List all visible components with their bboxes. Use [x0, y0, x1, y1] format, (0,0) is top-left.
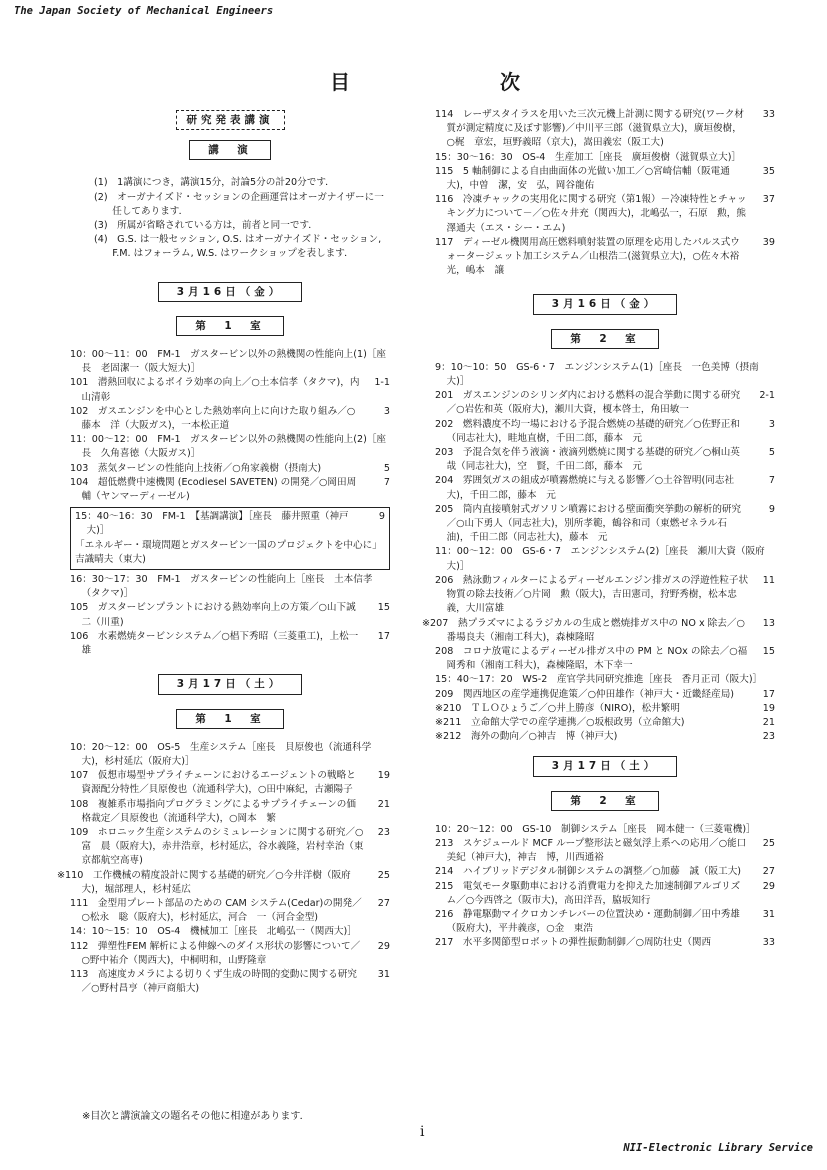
- toc-entry[interactable]: ※212 海外の動向／○神吉 博（神戸大) 23: [435, 731, 775, 743]
- toc-entry[interactable]: 215 電気モータ駆動車における消費電力を抑えた加速制御アルゴリズム／○今西啓之（阪市大)，高田洋吾，脇坂知行 29: [435, 880, 775, 906]
- library-footer: NII-Electronic Library Service: [623, 1142, 813, 1154]
- session-heading: 11：00～12：00 GS-6・7 エンジンシステム(2)［座長 瀬川大資（阪府大)］: [435, 546, 765, 572]
- note-4: (4) G.S. は一般セッション, O.S. はオーガナイズド・セッション, F.M. はフォーラム, W.S. はワークショップを表します．: [94, 234, 382, 260]
- session-heading: 14：10～15：10 OS-4 機械加工［座長 北嶋弘一（関西大)］: [70, 926, 357, 938]
- journal-header: The Japan Society of Mechanical Engineers: [14, 5, 274, 17]
- room-box: 第 2 室: [551, 791, 658, 811]
- session-heading: 10：00～11：00 FM-1 ガスタービン以外の熱機関の性能向上(1)［座長 老固潔一（阪大短大)］: [70, 349, 387, 375]
- toc-entry[interactable]: 201 ガスエンジンのシリンダ内における燃料の混合挙動に関する研究／○岩佐和英（阪府大)，瀬川大資，榎本啓士，角田敏一 2-1: [435, 390, 775, 416]
- toc-entry[interactable]: 216 静電駆動マイクロカンチレバーの位置決め・運動制御／田中秀雄（阪府大)，平井義彦，○金 東浩 31: [435, 908, 775, 935]
- discrepancy-mark: ※: [422, 617, 431, 629]
- note-2: (2) オーガナイズド・セッションの企画運営はオーガナイザーに一任してあります．: [94, 191, 384, 217]
- toc-entry[interactable]: 209 関西地区の産学連携促進策／○仲田雄作（神戸大・近畿経産局) 17: [435, 688, 775, 700]
- date-box: 3月16日（金）: [533, 294, 677, 314]
- discrepancy-mark: ※: [57, 869, 66, 881]
- footnote: ※目次と講演論文の題名その他に相違があります．: [82, 1111, 310, 1122]
- note-3: (3) 所属が省略されている方は，前者と同一です．: [94, 220, 318, 232]
- toc-entry[interactable]: 117 ディーゼル機関用高圧燃料噴射装置の原理を応用したパルス式ウォータージェット加工システム／山根浩二(滋賀県立大)，○佐々木裕光，嶋本 譲 39: [435, 236, 775, 277]
- toc-entry[interactable]: ※207 熱プラズマによるラジカルの生成と燃焼排ガス中の NO x 除去／○番場良夫（湘南工科大)，森棟隆昭 13: [422, 617, 775, 643]
- note-1: (1) 1講演につき，講演15分，討論5分の計20分です．: [94, 177, 335, 189]
- session-heading: 15：30～16：30 OS-4 生産加工［座長 廣垣俊樹（滋賀県立大)］: [435, 151, 742, 163]
- toc-entry[interactable]: ※110 工作機械の精度設計に関する基礎的研究／○今井洋樹（阪府大)，堀部理人，杉村延広 25: [57, 869, 390, 895]
- toc-entry[interactable]: 116 冷凍チャックの実用化に関する研究（第1報）－冷凍特性とチャッキング力について－／○佐々井充（関西大)，北嶋弘一，石原 勲，熊澤通夫（エス・シー・エム) 37: [435, 194, 775, 234]
- title-char-1: 目: [330, 70, 350, 94]
- right-column: [422, 108, 775, 951]
- toc-entry[interactable]: 15：40～16：30 FM-1 【基調講演】［座長 藤井照重（神戸大)］ 9: [75, 511, 385, 537]
- session-heading: 11：00～12：00 FM-1 ガスタービン以外の熱機関の性能向上(2)［座長 久角喜徳（大阪ガス)］: [70, 434, 387, 460]
- toc-entry[interactable]: 204 雰囲気ガスの組成が噴霧燃焼に与える影響／○土谷智明(同志社大)，千田二郎，藤本 元 7: [435, 475, 775, 501]
- toc-entry[interactable]: 111 金型用プレート部品のための CAM システム(Cedar)の開発／○松永 聡（阪府大)，杉村延広，河合 一（河合金型) 27: [70, 897, 390, 924]
- keynote-box: [70, 507, 390, 570]
- toc-entry[interactable]: 102 ガスエンジンを中心とした熱効率向上に向けた取り組み／○藤本 洋（大阪ガス)，一本松正道 3: [70, 405, 390, 432]
- toc-entry[interactable]: ※211 立命館大学での産学連携／○坂根政男（立命館大) 21: [435, 716, 775, 728]
- toc-entry[interactable]: 205 筒内直接噴射式ガソリン噴霧における壁面衝突挙動の解析的研究／○山下勇人（同志社大)，別所孝範，鶴谷和司（東燃ゼネラル石油)，千田二郎（同志社大)，藤本 元 9: [435, 503, 775, 544]
- date-box: 3月16日（金）: [158, 282, 302, 302]
- toc-entry[interactable]: 206 熱泳動フィルターによるディーゼルエンジン排ガスの浮遊性粒子状物質の除去技術／○片岡 勲（阪大)，吉田憲司，狩野秀樹，松本忠義，大川富雄 11: [435, 574, 775, 615]
- room-box: 第 1 室: [176, 316, 283, 336]
- date-box: 3月17日（土）: [158, 674, 302, 694]
- toc-entry[interactable]: 214 ハイブリッドデジタル制御システムの調整／○加藤 誠（阪工大) 27: [435, 866, 775, 878]
- toc-entry[interactable]: 113 高速度カメラによる切りくず生成の時間的変動に関する研究／○野村昌亨（神戸商船大) 31: [70, 968, 390, 995]
- session-heading: 10：20～12：00 GS-10 制御システム［座長 岡本健一（三菱電機)］: [435, 823, 756, 835]
- toc-entry[interactable]: 101 潜熱回収によるボイラ効率の向上／○土本信孝（タクマ)，内山清彰 1-1: [70, 377, 390, 403]
- toc-entry[interactable]: 213 スケジュールド MCF ループ整形法と磁気浮上系への応用／○能口美紀（神戸大)，神吉 博，川西通裕 25: [435, 837, 775, 864]
- section-box: 研究発表講演: [176, 110, 285, 130]
- toc-entry[interactable]: 112 弾塑性FEM 解析による伸線へのダイス形状の影響について／○野中祐介（関西大)，中桐明和，山野隆章 29: [70, 940, 390, 966]
- session-heading: 15：40～17：20 WS-2 産官学共同研究推進［座長 香月正司（阪大)］: [435, 674, 763, 686]
- toc-entry[interactable]: 107 仮想市場型サプライチェーンにおけるエージェントの戦略と資源配分特性／貝原俊也（流通科学大)，○田中麻紀，古瀬陽子 19: [70, 770, 390, 796]
- title-char-2: 次: [500, 70, 520, 94]
- toc-entry[interactable]: 208 コロナ放電によるディーゼル排ガス中の PM と NOx の除去／○福岡秀和（湘南工科大)，森棟隆昭，木下幸一 15: [435, 645, 775, 672]
- toc-entry[interactable]: 202 燃料濃度不均一場における予混合燃焼の基礎的研究／○佐野正和（同志社大)，畦地直樹，千田二郎，藤本 元 3: [435, 418, 775, 444]
- toc-entry[interactable]: 103 蒸気タービンの性能向上技術／○角家義樹（摂南大) 5: [70, 462, 390, 474]
- session-heading: 10：20～12：00 OS-5 生産システム［座長 貝原俊也（流通科学大)，杉村延広（阪府大)］: [70, 741, 372, 767]
- keynote-title: 「エネルギー・環境問題とガスタービン一国のプロジェクトを中心に」吉識晴夫（東大): [75, 539, 382, 565]
- left-column: [57, 108, 390, 996]
- koen-box: 講 演: [189, 140, 271, 160]
- page-title: [330, 66, 520, 95]
- room-box: 第 2 室: [551, 329, 658, 349]
- toc-entry[interactable]: 203 予混合気を伴う液滴・液滴列燃焼に関する基礎的研究／○桐山英哉（同志社大)，空 賢，千田二郎，藤本 元 5: [435, 447, 775, 473]
- session-heading: 16：30～17：30 FM-1 ガスタービンの性能向上［座長 土本信孝（タクマ)］: [70, 574, 373, 600]
- toc-entry[interactable]: ※210 ＴＬＯひょうご／○井上勝彦（NIRO)，松井繁明 19: [435, 702, 775, 714]
- toc-entry[interactable]: 108 複雑系市場指向プログラミングによるサプライチェーンの価格裁定／貝原俊也（流通科学大)，○岡本 繁 21: [70, 798, 390, 824]
- toc-entry[interactable]: 114 レーザスタイラスを用いた三次元機上計測に関する研究(ワーク材質が測定精度に及ぼす影響)／中川平三郎（滋賀県立大)，廣垣俊樹，○梶 章宏，垣野義昭（京大)，嵩田義宏（阪工大) 33: [435, 109, 775, 149]
- toc-entry[interactable]: 109 ホロニック生産システムのシミュレーションに関する研究／○富 晨（阪府大)，赤井浩章，杉村延広，谷水義隆，岩村幸治（東京都航空高専) 23: [70, 826, 390, 867]
- page-number: i: [420, 1124, 425, 1140]
- toc-entry[interactable]: 115 5 軸制御による自由曲面体の光做い加工／○宮崎信輔（阪電通大)，中曽 潔，安 弘，岡谷龍佑 35: [435, 165, 775, 192]
- session-heading: 9：10～10：50 GS-6・7 エンジンシステム(1)［座長 一色美博（摂南大)］: [435, 361, 759, 388]
- toc-entry[interactable]: 106 水素燃焼タービンシステム／○椙下秀昭（三菱重工)，上松一雄 17: [70, 630, 390, 657]
- toc-entry[interactable]: 217 水平多関節型ロボットの弾性振動制御／○周防壮史（関西 33: [435, 937, 775, 949]
- toc-entry[interactable]: 105 ガスタービンプラントにおける熱効率向上の方策／○山下誠二（川重) 15: [70, 602, 390, 628]
- toc-entry[interactable]: 104 超低燃費中速機関 (Ecodiesel SAVETEN) の開発／○岡田周輔（ヤンマーディーゼル) 7: [70, 476, 390, 503]
- room-box: 第 1 室: [176, 709, 283, 729]
- date-box: 3月17日（土）: [533, 756, 677, 776]
